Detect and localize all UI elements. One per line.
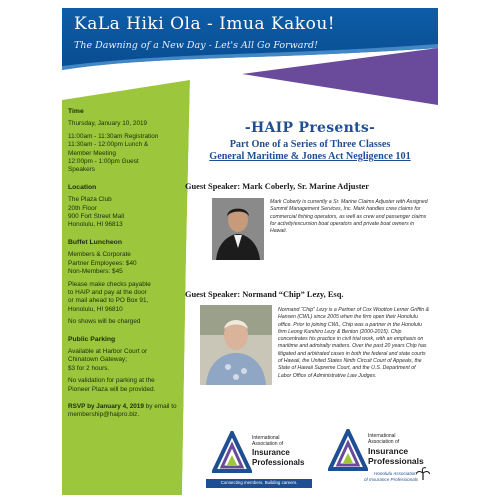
flyer-tagline: The Dawning of a New Day - Let's All Go Forward! bbox=[74, 40, 318, 51]
logo-line: Insurance bbox=[368, 446, 409, 456]
schedule-line: 11:30am - 12:00pm Lunch & bbox=[68, 141, 149, 149]
schedule-line: Member Meeting bbox=[68, 149, 116, 157]
haip-logo bbox=[324, 427, 434, 489]
time-heading: Time bbox=[68, 108, 84, 115]
schedule-line: Speakers bbox=[68, 166, 95, 174]
validation-line: Pioneer Plaza will be provided. bbox=[68, 385, 156, 393]
parking-validation bbox=[68, 377, 180, 394]
address-line: 900 Fort Street Mall bbox=[68, 213, 125, 221]
portrait-image bbox=[200, 305, 272, 385]
address-line: Honolulu, HI 96813 bbox=[68, 221, 123, 229]
speaker-photo bbox=[200, 305, 272, 385]
address-line: The Plaza Club bbox=[68, 196, 112, 204]
payment-line: to HAIP and pay at the door bbox=[68, 288, 147, 296]
palm-tree-icon bbox=[416, 467, 430, 481]
schedule bbox=[68, 133, 180, 175]
haip-mark-icon bbox=[328, 429, 368, 475]
main-content bbox=[185, 120, 435, 162]
speaker-bio: Normand “Chip” Lezy is a Partner of Cox Wootton Lerner Griffin & Hansen (CWL) since 2005 when the firm open their Honolulu office. Prior to joining CWL, Chip was a partner in the Honolulu firm Leong Kunihiro Lezy & Benton (2000-2015). Chip concentrates his practice in civil trial work, with an emphasis on maritime and admiralty matters. Over the past 20 years Chip has litigated and arbitrated cases in both the federal and state courts of Hawaii, the United States Ninth Circuit Court of Appeals, the State of Hawaii Supreme Court, and the U.S. Department of Labor Office of Administrative Law Judges. bbox=[278, 307, 430, 379]
rsvp-deadline: RSVP by January 4, 2019 bbox=[68, 402, 144, 410]
validation-line: No validation for parking at the bbox=[68, 377, 155, 385]
location-heading: Location bbox=[68, 183, 97, 191]
speaker-heading: Guest Speaker: Normand “Chip” Lezy, Esq. bbox=[185, 290, 344, 299]
buffet-prices bbox=[68, 251, 180, 276]
logo-line: Association of bbox=[368, 439, 400, 445]
location-address bbox=[68, 196, 180, 230]
parking-line: Available at Harbor Court or bbox=[68, 347, 148, 355]
payment-instructions bbox=[68, 281, 180, 315]
speaker-heading: Guest Speaker: Mark Coberly, Sr. Marine Adjuster bbox=[185, 182, 369, 191]
payment-line: Please make checks payable bbox=[68, 280, 151, 288]
iaip-mark-icon bbox=[212, 431, 252, 477]
buffet-heading: Buffet Luncheon bbox=[68, 238, 122, 246]
rsvp-note bbox=[68, 403, 180, 420]
logo-footer: Honolulu Association bbox=[374, 471, 417, 476]
price-line: Partner Employees: $40 bbox=[68, 259, 137, 267]
logo-line: Professionals bbox=[368, 456, 424, 466]
price-line: Members & Corporate bbox=[68, 251, 131, 259]
series-subtitle: Part One of a Series of Three Classes bbox=[229, 139, 391, 150]
rsvp-text: by email to bbox=[143, 402, 177, 410]
parking-line: $3 for 2 hours. bbox=[68, 364, 110, 372]
noshow-note: No shows will be charged bbox=[68, 318, 141, 326]
course-title: General Maritime & Jones Act Negligence 101 bbox=[209, 151, 411, 162]
speaker-bio: Mark Coberly is currently a Sr. Marine Claims Adjuster with Assigned Summit Management Services, Inc. Mark handles crew claims for commercial fishing operators, as well as crew and passenger claims for activity/excursion boat operators and private boat owners in Hawaii. bbox=[270, 199, 428, 235]
rsvp-email[interactable]: membership@haipro.biz. bbox=[68, 411, 140, 419]
parking-line: Chinatown Gateway; bbox=[68, 356, 127, 364]
parking-info bbox=[68, 348, 180, 373]
iaip-logo bbox=[206, 427, 312, 489]
schedule-line: 11:00am - 11:30am Registration bbox=[68, 132, 159, 140]
payment-line: Honolulu, HI 96810 bbox=[68, 305, 123, 313]
price-line: Non-Members: $45 bbox=[68, 268, 123, 276]
schedule-line: 12:00pm - 1:00pm Guest bbox=[68, 158, 139, 166]
logo-footer: of Insurance Professionals bbox=[364, 477, 419, 482]
flyer-page bbox=[62, 8, 438, 495]
speaker-photo bbox=[212, 198, 264, 260]
address-line: 20th Floor bbox=[68, 204, 97, 212]
event-details-sidebar bbox=[68, 108, 180, 420]
logo-line: Insurance bbox=[252, 448, 290, 457]
flyer-title: KaLa Hiki Ola - Imua Kakou! bbox=[74, 14, 336, 34]
logo-line: International bbox=[368, 433, 396, 439]
portrait-image bbox=[212, 198, 264, 260]
payment-line: or mail ahead to PO Box 91, bbox=[68, 297, 149, 305]
logo-slogan: Connecting members. Building careers. bbox=[206, 479, 312, 488]
parking-heading: Public Parking bbox=[68, 335, 116, 343]
presents-heading: -HAIP Presents- bbox=[244, 120, 376, 136]
logo-line: International bbox=[252, 435, 280, 441]
event-date: Thursday, January 10, 2019 bbox=[68, 120, 148, 128]
logo-line: Association of bbox=[252, 441, 284, 447]
logo-line: Professionals bbox=[252, 458, 305, 467]
